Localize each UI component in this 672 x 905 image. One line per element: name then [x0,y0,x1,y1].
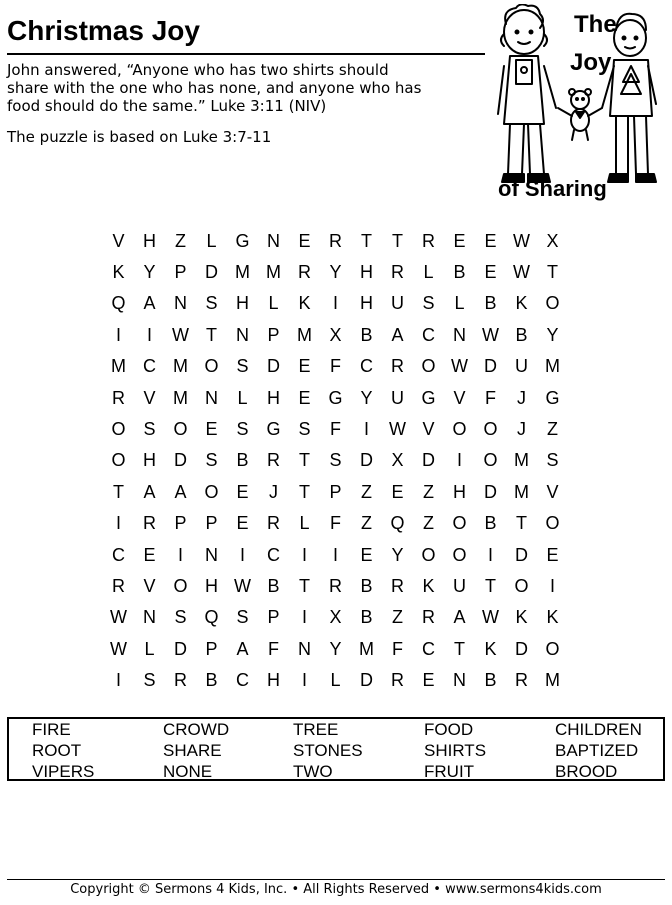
grid-letter: K [112,262,125,283]
grid-letter: I [115,513,121,534]
page-title: Christmas Joy [7,15,200,46]
word-bank-row [9,741,663,762]
grid-letter: Y [143,262,156,283]
grid-letter: O [483,419,498,440]
word-bank-row [9,762,663,783]
grid-letter: A [453,607,466,628]
grid-letter: X [546,230,559,251]
grid-letter: I [549,575,555,596]
word-bank-word: STONES [293,741,363,760]
grid-letter: A [236,638,249,659]
grid-letter: O [452,513,467,534]
grid-letter: T [392,230,403,251]
grid-letter: W [513,262,530,283]
grid-letter: L [423,262,434,283]
grid-letter: O [111,419,126,440]
grid-letter: I [177,544,183,565]
grid-row [103,225,569,256]
grid-letter: K [298,293,311,314]
grid-letter: S [174,607,187,628]
grid-letter: L [206,230,217,251]
grid-letter: T [516,513,527,534]
copyright-footer: Copyright © Sermons 4 Kids, Inc. • All Rights Reserved • www.sermons4kids.com [70,882,602,897]
grid-letter: S [236,419,249,440]
grid-letter: I [363,419,369,440]
grid-letter: T [299,481,310,502]
word-search-grid [103,225,569,695]
grid-row [103,508,569,539]
grid-letter: I [301,670,307,691]
word-bank-word: SHIRTS [424,741,487,760]
grid-letter: R [267,513,280,534]
grid-letter: V [143,575,156,596]
grid-letter: V [422,419,435,440]
grid-letter: Z [175,230,186,251]
grid-row [103,476,569,507]
grid-letter: O [545,638,560,659]
grid-letter: Z [361,481,372,502]
grid-row [103,539,569,570]
word-bank-word: ROOT [32,741,82,760]
grid-letter: Y [546,324,559,345]
grid-letter: I [146,324,152,345]
grid-letter: R [329,230,342,251]
grid-letter: M [297,324,312,345]
grid-letter: E [484,262,497,283]
grid-letter: L [330,670,341,691]
grid-letter: B [484,670,497,691]
grid-letter: A [143,481,156,502]
word-bank-word: FIRE [32,720,71,739]
grid-letter: Q [390,513,405,534]
grid-letter: R [298,262,311,283]
grid-letter: W [234,575,251,596]
grid-letter: B [360,575,373,596]
grid-letter: S [546,450,559,471]
grid-letter: L [299,513,310,534]
word-bank-word: CROWD [163,720,230,739]
grid-letter: H [205,575,218,596]
grid-letter: E [422,670,435,691]
grid-letter: S [143,419,156,440]
grid-letter: E [205,419,218,440]
grid-letter: T [361,230,372,251]
grid-letter: D [422,450,435,471]
grid-letter: Z [392,607,403,628]
grid-row [103,602,569,633]
grid-letter: O [173,419,188,440]
grid-letter: C [236,670,249,691]
grid-letter: Y [391,544,404,565]
grid-letter: J [517,387,526,408]
grid-letter: Z [423,513,434,534]
grid-letter: E [360,544,373,565]
grid-letter: P [205,513,218,534]
grid-letter: C [422,638,435,659]
word-bank-word: SHARE [163,741,222,760]
puzzle-note: The puzzle is based on Luke 3:7-11 [7,128,272,146]
grid-letter: L [144,638,155,659]
grid-letter: Z [361,513,372,534]
word-bank-word: FOOD [424,720,474,739]
grid-row [103,664,569,695]
logo-line1: The [574,11,617,38]
word-bank-word: VIPERS [32,762,95,781]
grid-letter: D [515,544,528,565]
grid-letter: D [484,356,497,377]
grid-letter: J [269,481,278,502]
grid-letter: G [266,419,281,440]
grid-letter: R [267,450,280,471]
grid-letter: T [206,324,217,345]
grid-letter: I [115,670,121,691]
grid-letter: F [330,513,341,534]
grid-letter: O [452,544,467,565]
word-bank-word: CHILDREN [555,720,642,739]
grid-letter: F [330,419,341,440]
grid-letter: U [515,356,528,377]
grid-letter: P [205,638,218,659]
grid-letter: U [391,293,404,314]
grid-letter: I [487,544,493,565]
grid-letter: O [111,450,126,471]
grid-letter: V [546,481,559,502]
grid-letter: Q [204,607,219,628]
grid-letter: M [111,356,126,377]
grid-letter: K [546,607,559,628]
grid-letter: H [453,481,466,502]
grid-letter: V [112,230,125,251]
grid-letter: W [482,324,499,345]
grid-letter: O [173,575,188,596]
grid-letter: S [236,607,249,628]
grid-letter: T [299,575,310,596]
joy-of-sharing-logo [492,4,668,204]
grid-letter: E [236,481,249,502]
grid-letter: R [143,513,156,534]
word-bank-word: NONE [163,762,213,781]
grid-letter: X [391,450,404,471]
word-bank [7,717,665,781]
grid-letter: T [299,450,310,471]
grid-letter: F [485,387,496,408]
grid-letter: C [267,544,280,565]
word-bank-word: BAPTIZED [555,741,639,760]
grid-letter: I [239,544,245,565]
grid-letter: E [236,513,249,534]
grid-letter: N [174,293,187,314]
word-bank-word: TWO [293,762,333,781]
grid-letter: B [267,575,280,596]
grid-letter: O [514,575,529,596]
grid-letter: S [236,356,249,377]
grid-letter: H [143,230,156,251]
grid-letter: A [391,324,404,345]
grid-letter: W [110,638,127,659]
grid-letter: W [110,607,127,628]
grid-letter: P [267,607,280,628]
word-bank-word: TREE [293,720,339,739]
grid-letter: M [173,387,188,408]
grid-letter: S [205,450,218,471]
grid-letter: H [267,387,280,408]
grid-letter: Q [111,293,126,314]
grid-letter: R [174,670,187,691]
grid-letter: C [422,324,435,345]
grid-letter: M [266,262,281,283]
grid-letter: D [360,670,373,691]
grid-letter: S [205,293,218,314]
grid-letter: F [268,638,279,659]
grid-letter: H [143,450,156,471]
grid-letter: W [482,607,499,628]
grid-row [103,382,569,413]
grid-letter: R [422,607,435,628]
grid-letter: T [485,575,496,596]
grid-letter: W [389,419,406,440]
grid-letter: R [112,387,125,408]
grid-letter: B [360,607,373,628]
title-divider [7,53,485,55]
grid-letter: R [515,670,528,691]
grid-letter: R [391,575,404,596]
scripture-verse: John answered, “Anyone who has two shirts should share with the one who has none, and anyone who has food should do the same.” Luke 3:11 (NIV) [7,61,422,115]
grid-letter: D [205,262,218,283]
grid-letter: B [515,324,528,345]
grid-letter: S [298,419,311,440]
grid-letter: K [515,293,528,314]
grid-letter: T [113,481,124,502]
grid-letter: G [235,230,250,251]
grid-letter: R [391,262,404,283]
grid-letter: K [422,575,435,596]
grid-row [103,288,569,319]
grid-letter: F [330,356,341,377]
grid-row [103,256,569,287]
grid-row [103,633,569,664]
grid-row [103,445,569,476]
grid-letter: O [545,293,560,314]
grid-letter: O [421,356,436,377]
grid-letter: M [545,356,560,377]
grid-letter: X [329,607,342,628]
grid-letter: C [360,356,373,377]
grid-letter: H [360,262,373,283]
grid-letter: W [172,324,189,345]
grid-letter: M [173,356,188,377]
grid-letter: E [453,230,466,251]
grid-letter: G [328,387,343,408]
grid-letter: G [421,387,436,408]
grid-row [103,351,569,382]
grid-letter: E [298,387,311,408]
grid-letter: U [453,575,466,596]
grid-letter: K [515,607,528,628]
grid-letter: B [205,670,218,691]
grid-letter: Z [547,419,558,440]
grid-letter: S [143,670,156,691]
grid-letter: R [391,670,404,691]
grid-letter: B [484,513,497,534]
grid-letter: D [484,481,497,502]
grid-letter: O [483,450,498,471]
grid-letter: R [422,230,435,251]
grid-letter: N [143,607,156,628]
grid-letter: S [329,450,342,471]
grid-letter: W [451,356,468,377]
grid-letter: M [514,481,529,502]
grid-letter: O [545,513,560,534]
grid-letter: I [301,544,307,565]
grid-letter: I [115,324,121,345]
grid-row [103,413,569,444]
logo-line2: Joy [570,49,612,76]
grid-letter: K [484,638,497,659]
grid-letter: L [454,293,465,314]
grid-letter: Y [329,262,342,283]
grid-letter: Z [423,481,434,502]
word-bank-row [9,720,663,741]
grid-letter: D [174,450,187,471]
grid-letter: N [453,670,466,691]
grid-letter: E [143,544,156,565]
grid-letter: N [453,324,466,345]
grid-letter: L [268,293,279,314]
grid-letter: A [143,293,156,314]
grid-letter: D [267,356,280,377]
grid-letter: C [143,356,156,377]
footer-divider [7,879,665,880]
grid-letter: J [517,419,526,440]
grid-letter: X [329,324,342,345]
grid-letter: Y [329,638,342,659]
grid-letter: B [360,324,373,345]
grid-letter: A [174,481,187,502]
grid-letter: P [174,262,187,283]
logo-line3: of Sharing [498,176,607,201]
grid-letter: R [391,356,404,377]
grid-letter: V [143,387,156,408]
grid-letter: M [235,262,250,283]
grid-letter: B [453,262,466,283]
grid-letter: E [484,230,497,251]
grid-letter: N [267,230,280,251]
grid-letter: M [359,638,374,659]
grid-letter: H [236,293,249,314]
grid-letter: N [205,544,218,565]
grid-letter: T [454,638,465,659]
grid-letter: I [332,544,338,565]
grid-letter: R [329,575,342,596]
grid-letter: W [513,230,530,251]
grid-letter: E [391,481,404,502]
grid-letter: V [453,387,466,408]
grid-letter: C [112,544,125,565]
grid-letter: S [422,293,435,314]
grid-letter: N [205,387,218,408]
grid-letter: P [329,481,342,502]
grid-letter: H [360,293,373,314]
grid-letter: M [514,450,529,471]
grid-letter: H [267,670,280,691]
word-bank-word: FRUIT [424,762,475,781]
grid-letter: Y [360,387,373,408]
grid-letter: O [204,481,219,502]
grid-letter: O [421,544,436,565]
grid-letter: E [546,544,559,565]
grid-row [103,570,569,601]
word-bank-word: BROOD [555,762,618,781]
grid-letter: F [392,638,403,659]
grid-letter: G [545,387,560,408]
grid-letter: L [237,387,248,408]
grid-letter: T [547,262,558,283]
grid-letter: B [236,450,249,471]
grid-letter: O [204,356,219,377]
grid-letter: B [484,293,497,314]
grid-row [103,319,569,350]
grid-letter: E [298,356,311,377]
grid-letter: O [452,419,467,440]
grid-letter: I [456,450,462,471]
grid-letter: I [301,607,307,628]
grid-letter: I [332,293,338,314]
grid-letter: P [174,513,187,534]
grid-letter: R [112,575,125,596]
grid-letter: U [391,387,404,408]
grid-letter: D [515,638,528,659]
grid-letter: N [298,638,311,659]
grid-letter: M [545,670,560,691]
grid-letter: P [267,324,280,345]
grid-letter: N [236,324,249,345]
grid-letter: E [298,230,311,251]
grid-letter: D [360,450,373,471]
grid-letter: D [174,638,187,659]
